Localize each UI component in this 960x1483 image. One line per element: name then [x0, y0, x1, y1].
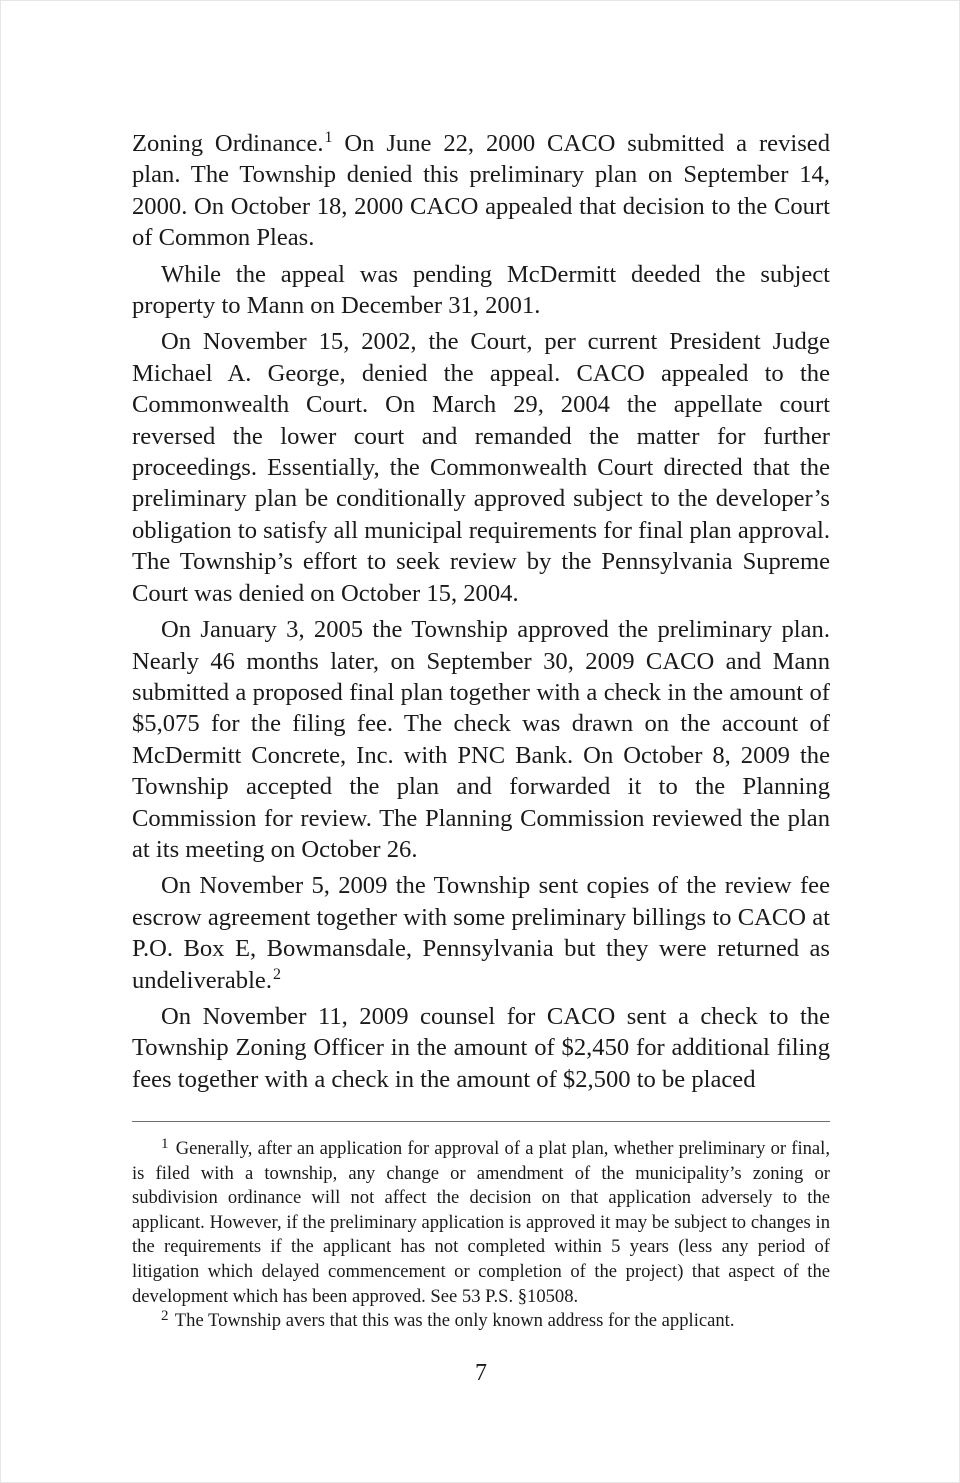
footnote-1-marker: 1 [161, 1136, 169, 1152]
footnote-2-text: The Township avers that this was the only known address for the applicant. [170, 1310, 735, 1332]
paragraph-1-start: Zoning Ordinance. [132, 130, 324, 157]
footnote-1 [132, 1137, 830, 1309]
paragraph-5-text: On November 5, 2009 the Township sent copies of the review fee escrow agreement together with some preliminary billings to CACO at P.O. Box E, Bowmansdale, Pennsylvania but they were returned as undeliverable. [132, 872, 830, 994]
paragraph-3: On November 15, 2002, the Court, per current President Judge Michael A. George, denied the appeal. CACO appealed to the Commonwealth Court. On March 29, 2004 the appellate court reversed the lower court and remanded the matter for further proceedings. Essentially, the Commonwealth Court directed that the preliminary plan be conditionally approved subject to the developer’s obligation to satisfy all municipal requirements for final plan approval. The Township’s effort to seek review by the Pennsylvania Supreme Court was denied on October 15, 2004. [132, 328, 831, 607]
paragraph-5 [132, 870, 830, 996]
footnotes [132, 1137, 830, 1334]
paragraph-2: While the appeal was pending McDermitt deeded the subject property to Mann on December 31, 2001. [132, 260, 830, 320]
main-text [132, 128, 830, 1095]
footnote-ref-2: 2 [273, 965, 281, 983]
paragraph-4: On January 3, 2005 the Township approved the preliminary plan. Nearly 46 months later, on September 30, 2009 CACO and Mann submitted a proposed final plan together with a check in the amount of $5,075 for the filing fee. The check was drawn on the account of McDermitt Concrete, Inc. with PNC Bank. On October 8, 2009 the Township accepted the plan and forwarded it to the Planning Commission for review. The Planning Commission reviewed the plan at its meeting on October 26. [132, 616, 830, 863]
paragraph-6: On November 11, 2009 counsel for CACO sent a check to the Township Zoning Officer in the amount of $2,450 for additional filing fees together with a check in the amount of $2,500 to be placed [132, 1002, 830, 1093]
footnote-1-text: Generally, after an application for approval of a plat plan, whether preliminary or final, is filed with a township, any change or amendment of the municipality’s zoning or subdivision ordinance will not affect the decision on that application adversely to the applicant. However, if the preliminary application is approved it may be subject to changes in the requirements if the applicant has not completed within 5 years (less any period of litigation which delayed commencement or completion of the project) that aspect of the development which has been approved. See 53 P.S. §10508. [132, 1138, 830, 1307]
paragraph-1 [132, 128, 830, 254]
footnote-2 [132, 1309, 830, 1334]
page-number: 7 [475, 1360, 487, 1386]
footnote-2-marker: 2 [161, 1308, 169, 1325]
footnote-separator [132, 1121, 830, 1122]
footnote-ref-1: 1 [324, 129, 333, 146]
paragraph-1-rest: On June 22, 2000 CACO submitted a revised plan. The Township denied this preliminary plan on September 14, 2000. On October 18, 2000 CACO appealed that decision to the Court of Common Pleas. [132, 130, 830, 252]
